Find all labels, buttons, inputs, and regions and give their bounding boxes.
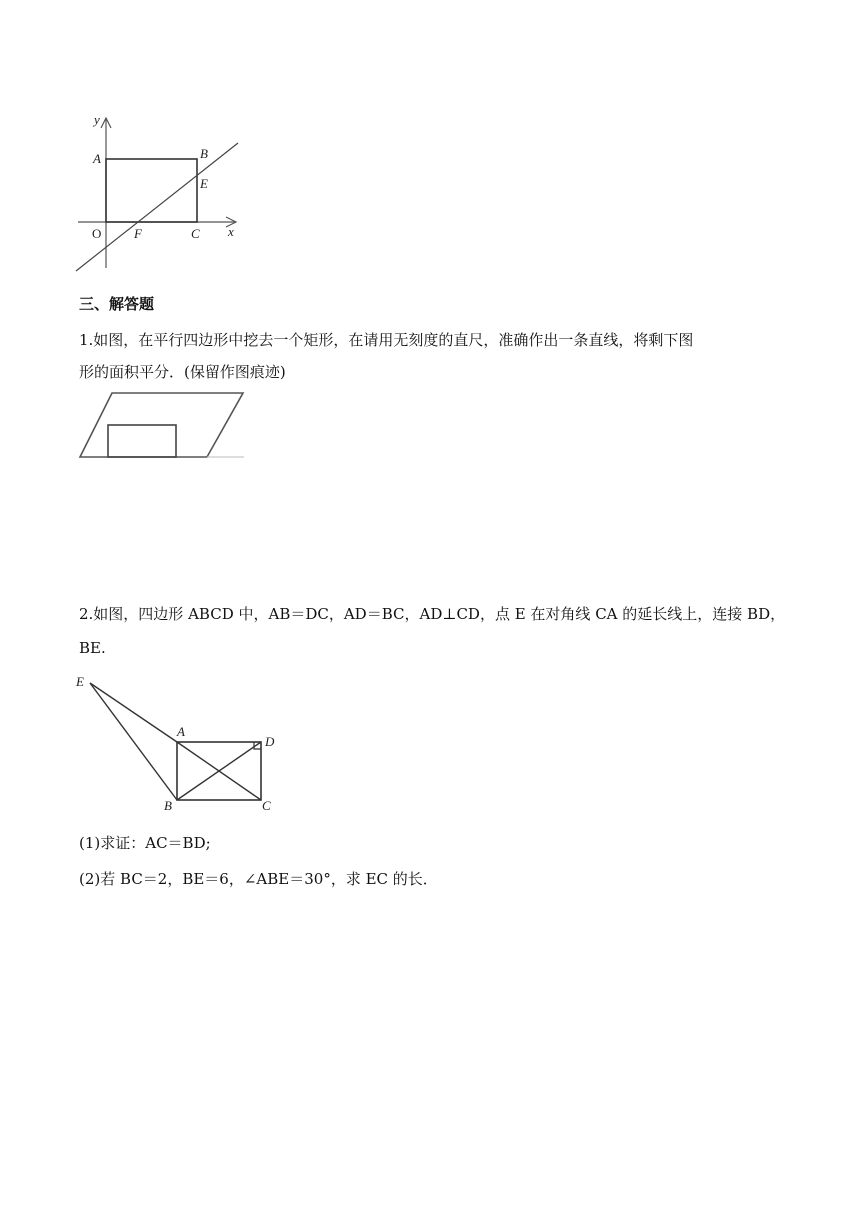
- label-E: E: [76, 674, 84, 689]
- label-A: A: [93, 151, 101, 166]
- parallelogram-figure: [76, 390, 248, 462]
- quadrilateral-figure: [70, 668, 290, 818]
- label-D: D: [265, 734, 275, 749]
- q2-part1: (1)求证：AC＝BD;: [79, 834, 211, 852]
- q2-text-line1: 2.如图，四边形 ABCD 中，AB＝DC，AD＝BC，AD⊥CD，点 E 在对角线 CA 的延长线上，连接 BD，: [79, 605, 786, 623]
- q1-text-line1: 1.如图，在平行四边形中挖去一个矩形，在请用无刻度的直尺，准确作出一条直线，将剩下图: [79, 331, 694, 349]
- segment-EB: [90, 683, 177, 800]
- label-x: x: [228, 224, 234, 239]
- q2-text-line2: BE.: [79, 639, 106, 657]
- label-A: A: [177, 724, 185, 739]
- label-B: B: [200, 146, 208, 161]
- label-C: C: [191, 226, 200, 241]
- q1-text-line2: 形的面积平分．(保留作图痕迹): [79, 363, 286, 381]
- label-y: y: [94, 112, 100, 127]
- label-F: F: [134, 226, 142, 241]
- label-O: O: [92, 226, 102, 241]
- rectangle-OABC: [106, 159, 197, 222]
- inner-rectangle: [108, 425, 176, 457]
- segment-EA: [90, 683, 177, 742]
- section-heading: 三、解答题: [79, 295, 155, 313]
- label-B: B: [164, 798, 172, 813]
- coordinate-figure: [70, 108, 250, 278]
- label-E: E: [200, 176, 208, 191]
- label-C: C: [262, 798, 271, 813]
- q2-part2: (2)若 BC＝2，BE＝6，∠ABE＝30°，求 EC 的长．: [79, 870, 438, 888]
